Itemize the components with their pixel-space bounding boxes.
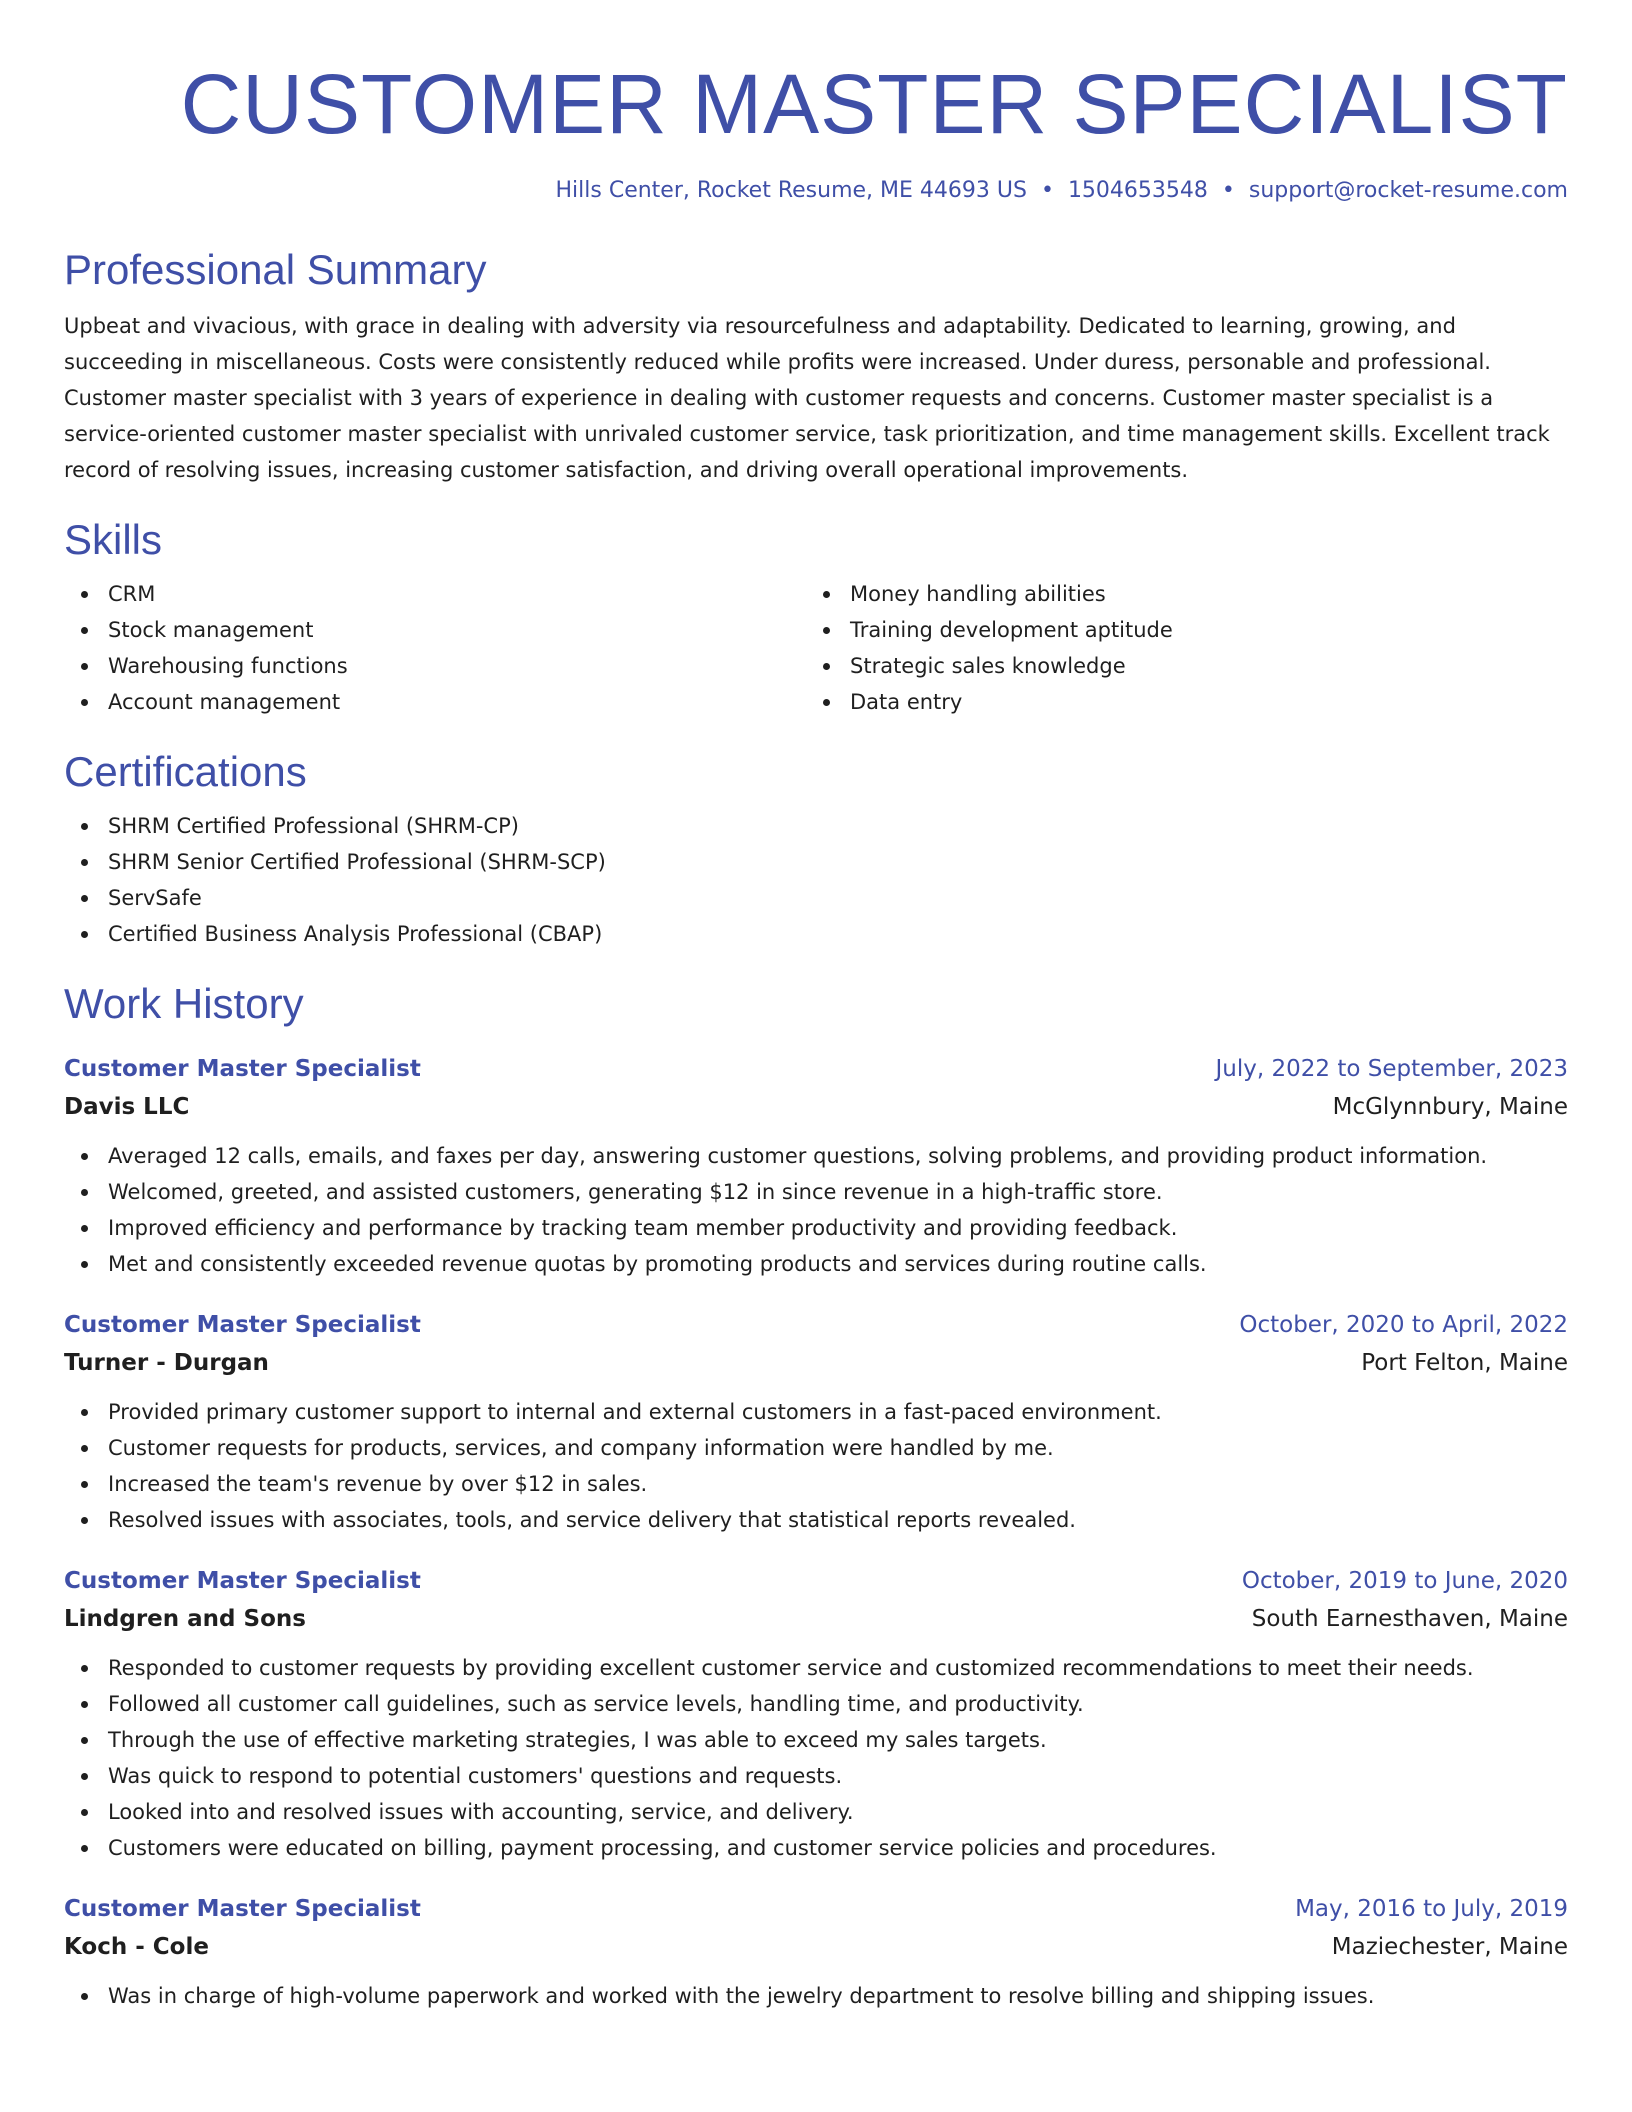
- skill-item: Money handling abilities: [806, 576, 1566, 612]
- contact-separator: •: [1040, 178, 1054, 203]
- job-bullet: Was quick to respond to potential customers' questions and requests.: [64, 1758, 1568, 1794]
- skills-list-left: [64, 576, 806, 720]
- contact-email: support@rocket-resume.com: [1248, 178, 1568, 203]
- job-entry: [64, 1890, 1568, 2014]
- contact-phone: 1504653548: [1067, 178, 1208, 203]
- job-bullet: Customer requests for products, services, and company information were handled by me.: [64, 1430, 1568, 1466]
- job-entry: [64, 1306, 1568, 1538]
- job-title-row: [64, 1890, 1568, 1928]
- job-company-row: [64, 1344, 1568, 1382]
- job-company: Lindgren and Sons: [64, 1606, 306, 1632]
- job-bullet: Welcomed, greeted, and assisted customers, generating $12 in since revenue in a high-traffic store.: [64, 1174, 1568, 1210]
- skill-item: CRM: [64, 576, 806, 612]
- job-location: Maziechester, Maine: [1331, 1934, 1568, 1960]
- job-bullet: Met and consistently exceeded revenue quotas by promoting products and services during routine calls.: [64, 1246, 1568, 1282]
- skills-grid: [64, 576, 1568, 720]
- section-title-summary: Professional Summary: [64, 246, 487, 293]
- job-bullet: Through the use of effective marketing strategies, I was able to exceed my sales targets.: [64, 1722, 1568, 1758]
- certification-item: SHRM Certified Professional (SHRM-CP): [64, 808, 1568, 844]
- contact-separator: •: [1221, 178, 1235, 203]
- job-title-row: [64, 1050, 1568, 1088]
- section-title-certifications: Certifications: [64, 748, 307, 795]
- job-company-row: [64, 1928, 1568, 1966]
- job-title: Customer Master Specialist: [64, 1896, 421, 1922]
- certification-item: ServSafe: [64, 880, 1568, 916]
- skill-item: Stock management: [64, 612, 806, 648]
- job-bullet: Provided primary customer support to internal and external customers in a fast-paced environment.: [64, 1394, 1568, 1430]
- job-bullet: Resolved issues with associates, tools, and service delivery that statistical reports revealed.: [64, 1502, 1568, 1538]
- job-entry: [64, 1050, 1568, 1282]
- job-title: Customer Master Specialist: [64, 1568, 421, 1594]
- contact-line: [64, 176, 1568, 206]
- job-title-row: [64, 1562, 1568, 1600]
- section-title-work-history: Work History: [64, 980, 304, 1027]
- job-bullet: Averaged 12 calls, emails, and faxes per day, answering customer questions, solving problems, and providing product information.: [64, 1138, 1568, 1174]
- summary-text: Upbeat and vivacious, with grace in dealing with adversity via resourcefulness and adaptability. Dedicated to learning, growing, and succeeding in miscellaneous. Costs were consistently reduced while profits were increased. Under duress, personable and professional. Customer master specialist with 3 years of experience in dealing with customer requests and concerns. Customer master specialist is a service-oriented customer master specialist with unrivaled customer service, task prioritization, and time management skills. Excellent track record of resolving issues, increasing customer satisfaction, and driving overall operational improvements.: [64, 314, 1550, 482]
- job-company: Turner - Durgan: [64, 1350, 269, 1376]
- job-bullets: [64, 1138, 1568, 1282]
- job-title-row: [64, 1306, 1568, 1344]
- job-dates: October, 2020 to April, 2022: [1239, 1312, 1568, 1338]
- job-dates: May, 2016 to July, 2019: [1295, 1896, 1568, 1922]
- job-entry: [64, 1562, 1568, 1866]
- certifications-section: [64, 746, 1568, 952]
- job-company: Koch - Cole: [64, 1934, 209, 1960]
- job-bullet: Looked into and resolved issues with accounting, service, and delivery.: [64, 1794, 1568, 1830]
- skill-item: Data entry: [806, 684, 1566, 720]
- job-dates: October, 2019 to June, 2020: [1241, 1568, 1568, 1594]
- job-bullet: Customers were educated on billing, payment processing, and customer service policies and procedures.: [64, 1830, 1568, 1866]
- certification-item: Certified Business Analysis Professional (CBAP): [64, 916, 1568, 952]
- job-bullet: Improved efficiency and performance by tracking team member productivity and providing feedback.: [64, 1210, 1568, 1246]
- certification-item: SHRM Senior Certified Professional (SHRM-SCP): [64, 844, 1568, 880]
- job-bullets: [64, 1650, 1568, 1866]
- job-location: McGlynnbury, Maine: [1332, 1094, 1568, 1120]
- job-bullet: Followed all customer call guidelines, such as service levels, handling time, and productivity.: [64, 1686, 1568, 1722]
- job-bullets: [64, 1394, 1568, 1538]
- job-location: Port Felton, Maine: [1361, 1350, 1568, 1376]
- job-bullets: [64, 1978, 1568, 2014]
- job-title: Customer Master Specialist: [64, 1312, 421, 1338]
- skill-item: Training development aptitude: [806, 612, 1566, 648]
- job-company: Davis LLC: [64, 1094, 190, 1120]
- skill-item: Strategic sales knowledge: [806, 648, 1566, 684]
- professional-summary-section: [64, 244, 1568, 488]
- skills-section: [64, 514, 1568, 720]
- job-company-row: [64, 1088, 1568, 1126]
- job-company-row: [64, 1600, 1568, 1638]
- job-bullet: Was in charge of high-volume paperwork and worked with the jewelry department to resolve billing and shipping issues.: [64, 1978, 1568, 2014]
- job-dates: July, 2022 to September, 2023: [1215, 1056, 1568, 1082]
- section-title-skills: Skills: [64, 516, 163, 563]
- job-bullet: Responded to customer requests by providing excellent customer service and customized recommendations to meet their needs.: [64, 1650, 1568, 1686]
- skill-item: Account management: [64, 684, 806, 720]
- job-location: South Earnesthaven, Maine: [1251, 1606, 1568, 1632]
- certifications-list: [64, 808, 1568, 952]
- skills-list-right: [806, 576, 1566, 720]
- candidate-name: CUSTOMER MASTER SPECIALIST: [180, 57, 1568, 151]
- resume-header: [64, 54, 1568, 206]
- skill-item: Warehousing functions: [64, 648, 806, 684]
- job-bullet: Increased the team's revenue by over $12 in sales.: [64, 1466, 1568, 1502]
- job-title: Customer Master Specialist: [64, 1056, 421, 1082]
- work-history-section: [64, 978, 1568, 2014]
- contact-address: Hills Center, Rocket Resume, ME 44693 US: [555, 178, 1027, 203]
